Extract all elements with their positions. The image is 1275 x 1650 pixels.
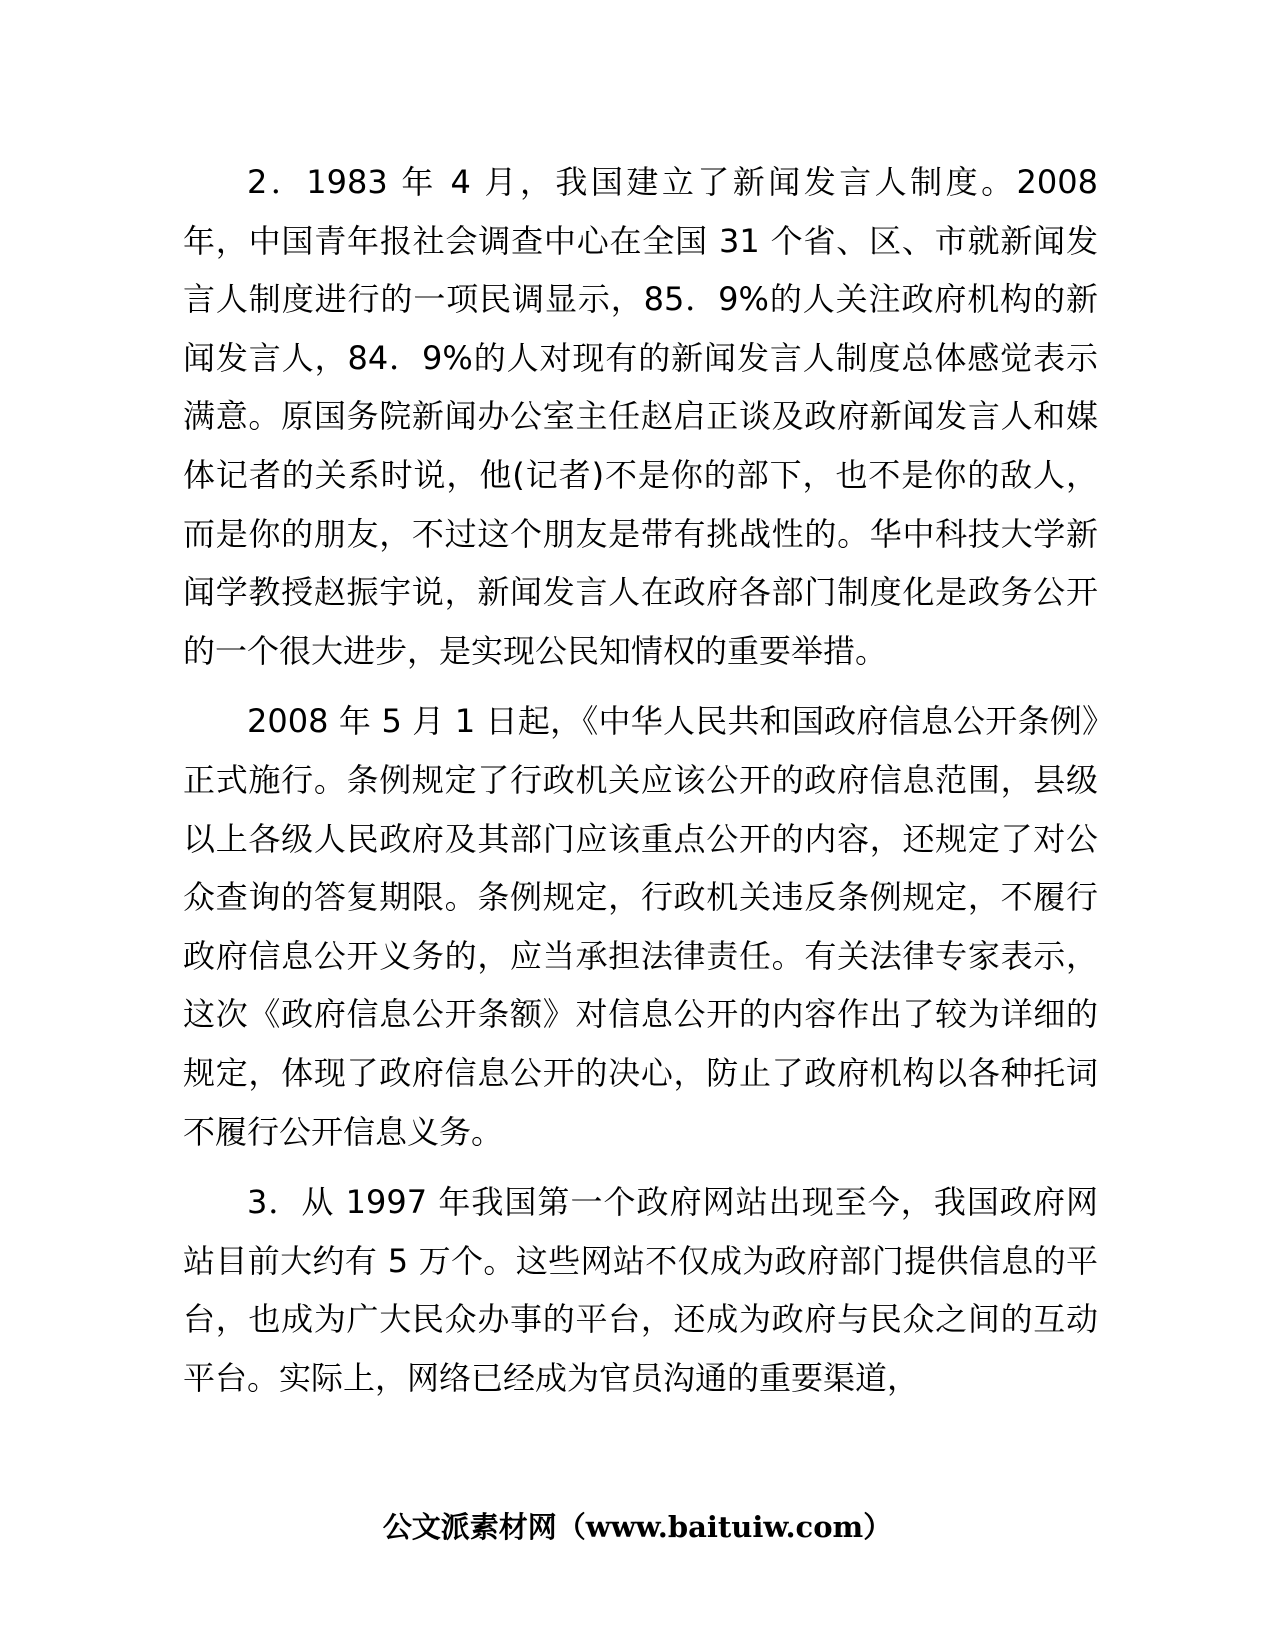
document-body: [183, 153, 1098, 1419]
footer-watermark-text: 公文派素材网（www.baituiw.com）: [382, 1510, 893, 1544]
paragraph-1: 2．1983 年 4 月，我国建立了新闻发言人制度。2008 年，中国青年报社会调查中心在全国 31 个省、区、市就新闻发言人制度进行的一项民调显示，85．9%的人关注政府机构的新闻发言人，84．9%的人对现有的新闻发言人制度总体感觉表示满意。原国务院新闻办公室主任赵启正谈及政府新闻发言人和媒体记者的关系时说，他(记者)不是你的部下，也不是你的敌人，而是你的朋友，不过这个朋友是带有挑战性的。华中科技大学新闻学教授赵振宇说，新闻发言人在政府各部门制度化是政务公开的一个很大进步，是实现公民知情权的重要举措。: [183, 163, 1098, 670]
paragraph-3: 3．从 1997 年我国第一个政府网站出现至今，我国政府网站目前大约有 5 万个。这些网站不仅成为政府部门提供信息的平台，也成为广大民众办事的平台，还成为政府与民众之间的互动平台。实际上，网络已经成为官员沟通的重要渠道，: [183, 1183, 1098, 1397]
paragraph-2: 2008 年 5 月 1 日起，《中华人民共和国政府信息公开条例》正式施行。条例规定了行政机关应该公开的政府信息范围，县级以上各级人民政府及其部门应该重点公开的内容，还规定了对公众查询的答复期限。条例规定，行政机关违反条例规定，不履行政府信息公开义务的，应当承担法律责任。有关法律专家表示，这次《政府信息公开条额》对信息公开的内容作出了较为详细的规定，体现了政府信息公开的决心，防止了政府机构以各种托词不履行公开信息义务。: [183, 702, 1098, 1151]
